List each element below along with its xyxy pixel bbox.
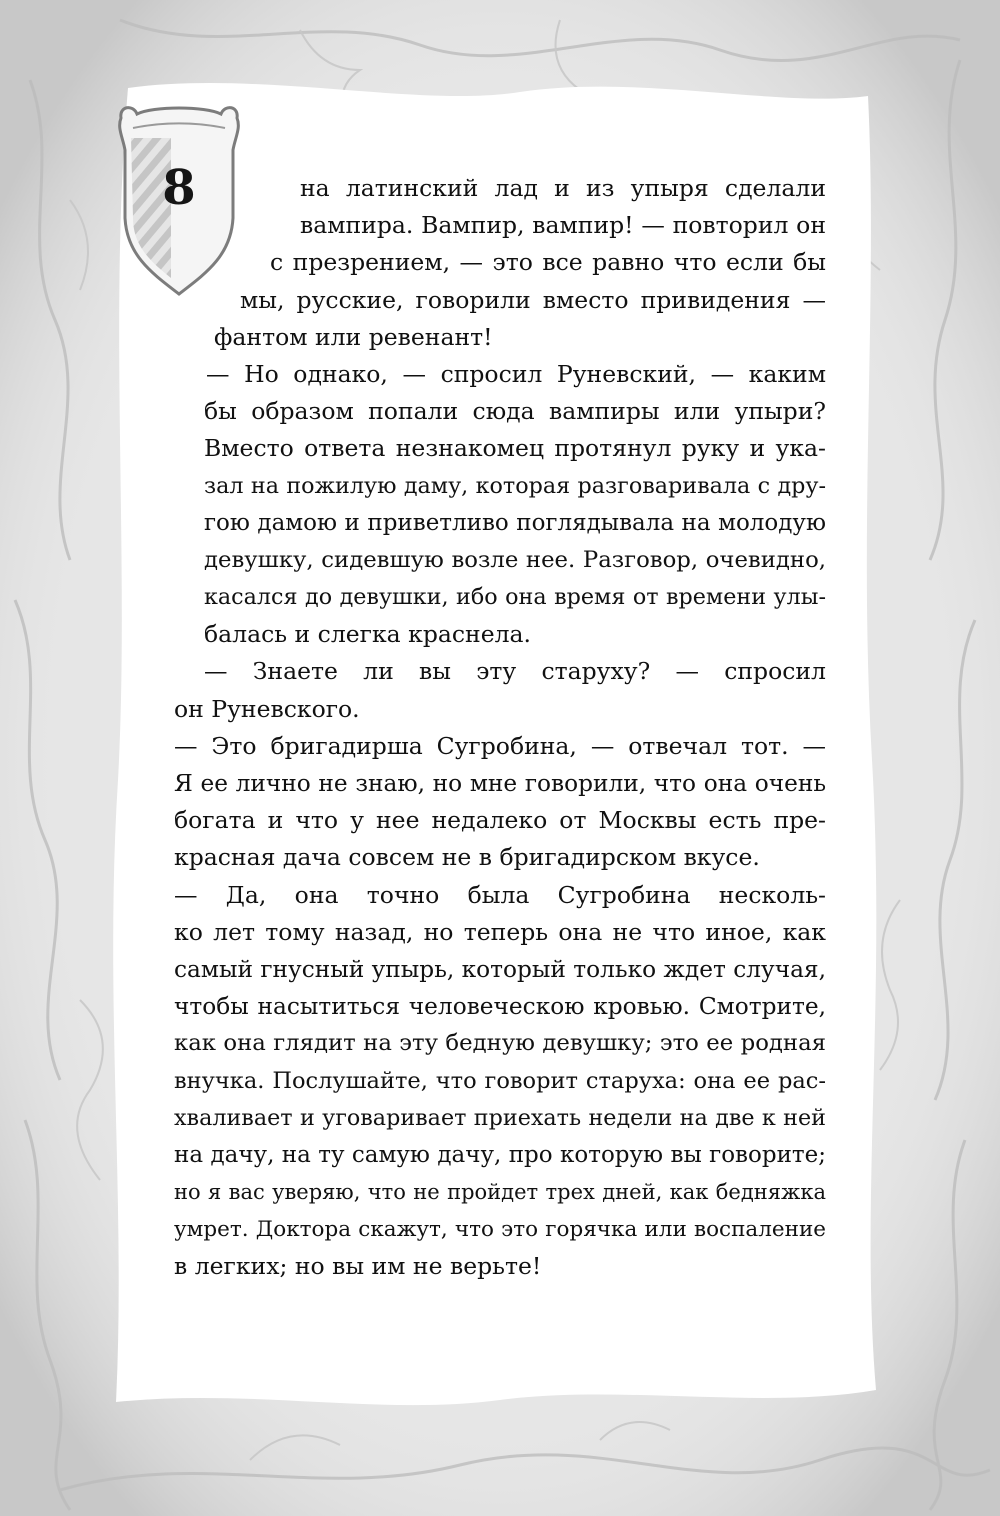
text-line: — Но однако, — спросил Руневский, — каким xyxy=(206,359,826,388)
text-line: хваливает и уговаривает приехать недели на две к ней xyxy=(174,1104,826,1131)
text-line: — Знаете ли вы эту старуху? — спросил xyxy=(204,657,826,686)
text-line: ко лет тому назад, но теперь она не что иное, как xyxy=(174,917,826,946)
text-line: в легких; но вы им не верьте! xyxy=(174,1252,542,1281)
text-line: мы, русские, говорили вместо привидения — xyxy=(240,285,826,314)
text-line: касался до девушки, ибо она время от времени улы- xyxy=(204,584,826,611)
text-line: гою дамою и приветливо поглядывала на молодую xyxy=(204,509,826,536)
text-line: бы образом попали сюда вампиры или упыри? xyxy=(204,397,826,426)
text-line: зал на пожилую даму, которая разговаривала с дру- xyxy=(204,472,826,499)
text-line: Я ее лично не знаю, но мне говорили, что она очень xyxy=(174,770,826,797)
text-line: на латинский лад и из упыря сделали xyxy=(300,174,826,202)
text-line: фантом или ревенант! xyxy=(214,322,493,351)
page-text xyxy=(130,170,826,1286)
text-line: девушку, сидевшую возле нее. Разговор, очевидно, xyxy=(204,546,826,573)
text-line: Вместо ответа незнакомец протянул руку и ука- xyxy=(204,434,826,463)
page-number: 8 xyxy=(162,160,196,216)
text-line: но я вас уверяю, что не пройдет трех дней, как бедняжка xyxy=(174,1180,826,1205)
text-line: — Это бригадирша Сугробина, — отвечал тот. — xyxy=(174,731,826,760)
text-line: он Руневского. xyxy=(174,694,360,723)
text-line: вампира. Вампир, вампир! — повторил он xyxy=(300,211,826,240)
text-line: чтобы насытиться человеческою кровью. Смотрите, xyxy=(174,993,826,1021)
text-line: самый гнусный упырь, который только ждет случая, xyxy=(174,955,826,983)
text-line: как она глядит на эту бедную девушку; это ее родная xyxy=(174,1030,826,1057)
text-line: красная дача совсем не в бригадирском вкусе. xyxy=(174,843,760,872)
text-line: богата и что у нее недалеко от Москвы есть пре- xyxy=(174,806,826,835)
text-line: внучка. Послушайте, что говорит старуха: она ее рас- xyxy=(174,1067,826,1094)
text-line: — Да, она точно была Сугробина несколь- xyxy=(174,880,826,909)
text-line: умрет. Доктора скажут, что это горячка или воспаление xyxy=(174,1217,826,1243)
text-line: балась и слегка краснела. xyxy=(204,620,532,649)
text-line: на дачу, на ту самую дачу, про которую вы говорите; xyxy=(174,1141,826,1168)
text-line: с презрением, — это все равно что если бы xyxy=(270,248,826,277)
